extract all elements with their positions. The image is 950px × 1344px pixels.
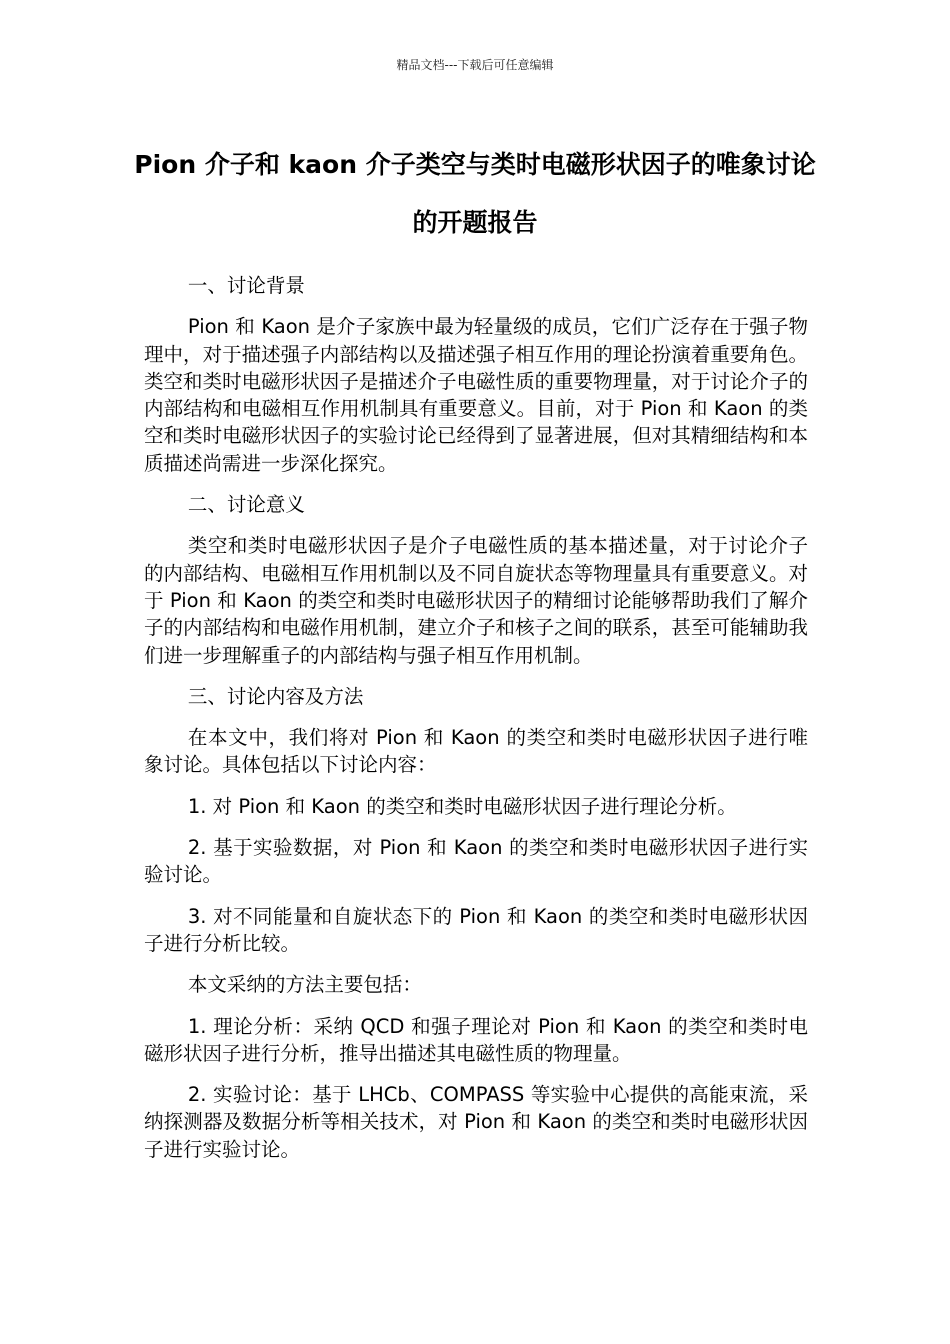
section-heading-significance: 二、讨论意义 [187,493,305,517]
list-item-content-2: 2. 基于实验数据，对 Pion 和 Kaon 的类空和类时电磁形状因子进行实验讨论。 [144,836,808,887]
paragraph-significance: 类空和类时电磁形状因子是介子电磁性质的基本描述量，对于讨论介子的内部结构、电磁相互作用机制以及不同自旋状态等物理量具有重要意义。对于 Pion 和 Kaon 的类空和类时电磁形状因子的精细讨论能够帮助我们了解介子的内部结构和电磁作用机制，建立介子和核子之间的联系，甚至可能辅助我们进一步理解重子的内部结构与强子相互作用机制。 [144,534,808,667]
paragraph-content-intro: 在本文中，我们将对 Pion 和 Kaon 的类空和类时电磁形状因子进行唯象讨论。具体包括以下讨论内容： [144,726,808,777]
paragraph-methods-intro: 本文采纳的方法主要包括： [187,973,422,997]
document-body [144,272,808,1177]
paragraph-background: Pion 和 Kaon 是介子家族中最为轻量级的成员，它们广泛存在于强子物理中，对于描述强子内部结构以及描述强子相互作用的理论扮演着重要角色。类空和类时电磁形状因子是描述介子电磁性质的重要物理量，对于讨论介子的内部结构和电磁相互作用机制具有重要意义。目前，对于 Pion 和 Kaon 的类空和类时电磁形状因子的实验讨论已经得到了显著进展，但对其精细结构和本质描述尚需进一步深化探究。 [144,315,808,475]
list-item-method-2: 2. 实验讨论：基于 LHCb、COMPASS 等实验中心提供的高能束流，采纳探测器及数据分析等相关技术，对 Pion 和 Kaon 的类空和类时电磁形状因子进行实验讨论。 [144,1083,808,1161]
document-title: Pion 介子和 kaon 介子类空与类时电磁形状因子的唯象讨论的开题报告 [134,150,816,237]
page-header: 精品文档---下载后可任意编辑 [396,58,554,72]
list-item-method-1: 1. 理论分析：采纳 QCD 和强子理论对 Pion 和 Kaon 的类空和类时电磁形状因子进行分析，推导出描述其电磁性质的物理量。 [144,1014,808,1065]
list-item-content-1: 1. 对 Pion 和 Kaon 的类空和类时电磁形状因子进行理论分析。 [187,794,737,818]
section-heading-background: 一、讨论背景 [187,274,305,297]
list-item-content-3: 3. 对不同能量和自旋状态下的 Pion 和 Kaon 的类空和类时电磁形状因子进行分析比较。 [144,904,808,955]
section-heading-content-methods: 三、讨论内容及方法 [187,684,364,708]
